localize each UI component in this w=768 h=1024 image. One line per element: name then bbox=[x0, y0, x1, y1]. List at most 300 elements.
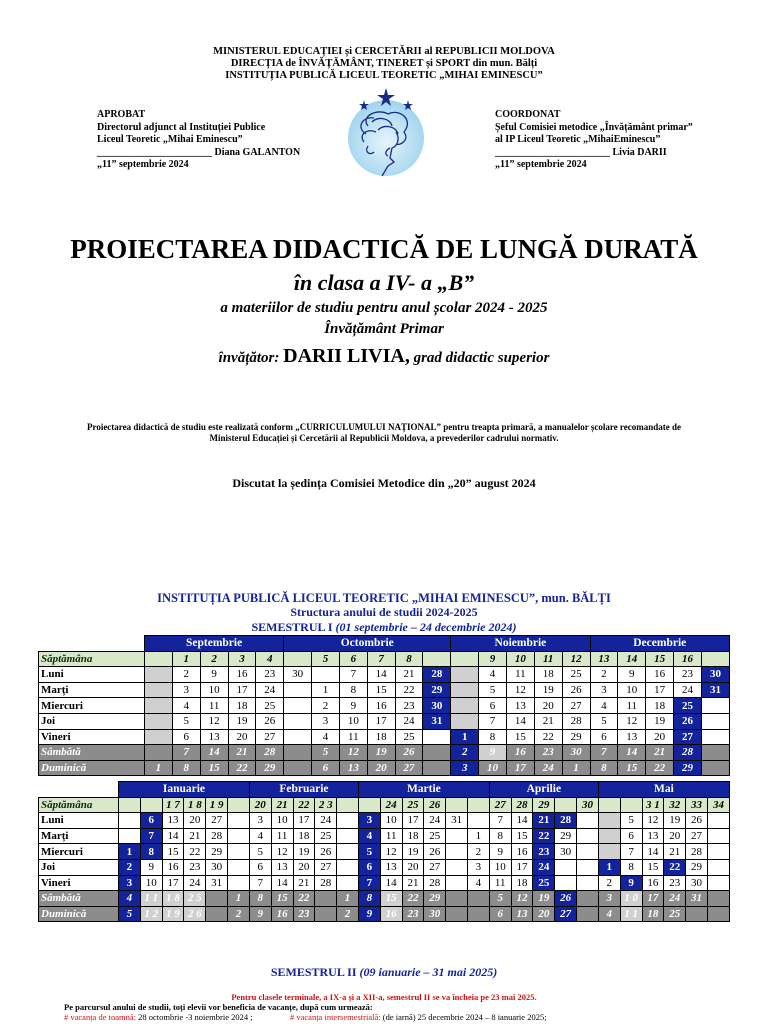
calendar-cell bbox=[468, 906, 490, 922]
calendar-cell bbox=[707, 859, 729, 875]
calendar-cell: 6 bbox=[479, 698, 507, 714]
row-label: Luni bbox=[39, 813, 119, 829]
calendar-cell: 31 bbox=[701, 682, 729, 698]
calendar-row bbox=[39, 745, 730, 761]
calendar-cell: 31 bbox=[686, 891, 708, 907]
calendar-cell: 16 bbox=[228, 667, 256, 683]
approved-title: APROBAT bbox=[97, 109, 146, 120]
month-header: Decembrie bbox=[590, 636, 730, 652]
coordinated-date: „11” septembrie 2024 bbox=[495, 159, 587, 170]
coordinated-title: COORDONAT bbox=[495, 109, 561, 120]
calendar-cell: 13 bbox=[200, 729, 228, 745]
calendar-cell: 13 bbox=[506, 698, 534, 714]
calendar-cell: 1 bbox=[451, 729, 479, 745]
calendar-cell: 18 bbox=[402, 828, 424, 844]
calendar-cell: 11 bbox=[380, 828, 402, 844]
month-header: Februarie bbox=[249, 782, 358, 798]
calendar-cell: 31 bbox=[446, 813, 468, 829]
row-label: Marți bbox=[39, 828, 119, 844]
row-label: Duminică bbox=[39, 760, 145, 776]
calendar-cell: 17 bbox=[642, 891, 664, 907]
calendar-cell: 1 2 bbox=[140, 906, 162, 922]
calendar-cell: 10 bbox=[339, 713, 367, 729]
calendar-cell: 28 bbox=[562, 713, 590, 729]
calendar-cell: 14 bbox=[642, 844, 664, 860]
calendar-cell bbox=[707, 906, 729, 922]
calendar-row bbox=[39, 729, 730, 745]
calendar-cell: 29 bbox=[206, 844, 228, 860]
calendar-cell bbox=[555, 797, 577, 813]
calendar-cell: 5 bbox=[479, 682, 507, 698]
calendar-cell: 3 bbox=[119, 875, 141, 891]
calendar-cell bbox=[145, 682, 173, 698]
calendar-cell: 20 bbox=[367, 760, 395, 776]
calendar-cell: 2 bbox=[228, 906, 250, 922]
calendar-cell: 23 bbox=[293, 906, 315, 922]
semester-2-label: SEMESTRUL II bbox=[270, 965, 357, 979]
calendar-cell: 8 bbox=[249, 891, 271, 907]
calendar-cell: 11 bbox=[200, 698, 228, 714]
calendar-cell: 24 bbox=[315, 813, 337, 829]
calendar-cell: 30 bbox=[284, 667, 312, 683]
calendar-cell bbox=[206, 891, 228, 907]
calendar-cell: 23 bbox=[184, 859, 206, 875]
calendar-cell: 15 bbox=[271, 891, 293, 907]
calendar-cell bbox=[468, 797, 490, 813]
calendar-cell: 16 bbox=[674, 651, 702, 667]
calendar-cell: 24 bbox=[380, 797, 402, 813]
calendar-cell bbox=[451, 713, 479, 729]
calendar-cell: 33 bbox=[686, 797, 708, 813]
coordinated-line-2: al IP Liceul Teoretic „MihaiEminescu” bbox=[495, 134, 661, 145]
calendar-cell: 25 bbox=[315, 828, 337, 844]
calendar-cell: 27 bbox=[489, 797, 511, 813]
calendar-row bbox=[39, 667, 730, 683]
calendar-cell: 21 bbox=[293, 875, 315, 891]
calendar-row bbox=[39, 698, 730, 714]
calendar-cell: 25 bbox=[256, 698, 284, 714]
calendar-cell: 16 bbox=[642, 875, 664, 891]
vacation-winter bbox=[290, 1012, 547, 1022]
calendar-cell: 13 bbox=[590, 651, 618, 667]
calendar-cell: 17 bbox=[402, 813, 424, 829]
school-year-subtitle: a materiilor de studiu pentru anul școlar 2024 - 2025 bbox=[220, 300, 548, 316]
calendar-cell bbox=[284, 745, 312, 761]
calendar-cell: 23 bbox=[533, 844, 555, 860]
row-label: Marți bbox=[39, 682, 145, 698]
calendar-cell: 8 bbox=[590, 760, 618, 776]
calendar-cell: 26 bbox=[315, 844, 337, 860]
calendar-cell: 20 bbox=[534, 698, 562, 714]
calendar-cell bbox=[284, 698, 312, 714]
calendar-cell: 17 bbox=[511, 859, 533, 875]
calendar-cell: 8 bbox=[479, 729, 507, 745]
calendar-cell: 27 bbox=[674, 729, 702, 745]
calendar-cell: 3 bbox=[172, 682, 200, 698]
teacher-grade: grad didactic superior bbox=[413, 350, 550, 366]
row-label: Vineri bbox=[39, 875, 119, 891]
calendar-cell: 29 bbox=[562, 729, 590, 745]
calendar-cell: 30 bbox=[423, 698, 451, 714]
calendar-cell: 30 bbox=[701, 667, 729, 683]
calendar-cell bbox=[358, 797, 380, 813]
calendar-cell: 22 bbox=[402, 891, 424, 907]
calendar-cell: 19 bbox=[402, 844, 424, 860]
calendar-cell: 4 bbox=[249, 828, 271, 844]
calendar-cell: 17 bbox=[293, 813, 315, 829]
row-label: Luni bbox=[39, 667, 145, 683]
month-header: Mai bbox=[598, 782, 729, 798]
calendar-cell: 22 bbox=[184, 844, 206, 860]
calendar-cell: 2 bbox=[337, 906, 359, 922]
calendar-cell bbox=[119, 813, 141, 829]
calendar-cell: 19 bbox=[646, 713, 674, 729]
calendar-cell: 24 bbox=[424, 813, 446, 829]
calendar-cell bbox=[315, 891, 337, 907]
calendar-cell: 23 bbox=[395, 698, 423, 714]
calendar-cell: 20 bbox=[533, 906, 555, 922]
calendar-cell: 14 bbox=[618, 651, 646, 667]
calendar-cell: 7 bbox=[172, 745, 200, 761]
calendar-cell: 17 bbox=[506, 760, 534, 776]
calendar-cell: 19 bbox=[534, 682, 562, 698]
ministry-header bbox=[0, 46, 768, 82]
semester-2-dates: (09 ianuarie – 31 mai 2025) bbox=[359, 965, 498, 979]
calendar-cell: 25 bbox=[533, 875, 555, 891]
month-header: Aprilie bbox=[489, 782, 598, 798]
terminal-classes-note: Pentru clasele terminale, a IX-a și a XII-a, semestrul II se va încheia pe 23 mai 2025. bbox=[231, 992, 537, 1002]
calendar-row bbox=[39, 813, 730, 829]
calendar-cell: 8 bbox=[339, 682, 367, 698]
calendar-cell bbox=[451, 682, 479, 698]
calendar-cell: 4 bbox=[590, 698, 618, 714]
calendar-cell: 7 bbox=[479, 713, 507, 729]
calendar-cell: 4 bbox=[598, 906, 620, 922]
calendar-cell: 19 bbox=[367, 745, 395, 761]
calendar-cell: 14 bbox=[367, 667, 395, 683]
calendar-cell: 16 bbox=[646, 667, 674, 683]
teacher-label: învățător: bbox=[218, 350, 280, 366]
calendar-cell: 8 bbox=[172, 760, 200, 776]
calendar-cell: 14 bbox=[162, 828, 184, 844]
calendar-cell: 15 bbox=[618, 760, 646, 776]
calendar-cell: 18 bbox=[511, 875, 533, 891]
row-label: Săptămâna bbox=[39, 651, 145, 667]
calendar-cell: 16 bbox=[367, 698, 395, 714]
calendar-cell: 6 bbox=[312, 760, 340, 776]
calendar-cell bbox=[446, 844, 468, 860]
calendar-cell bbox=[145, 729, 173, 745]
calendar-cell: 15 bbox=[367, 682, 395, 698]
calendar-cell bbox=[577, 828, 599, 844]
calendar-cell: 28 bbox=[256, 745, 284, 761]
school-logo bbox=[338, 86, 434, 182]
coordinated-block bbox=[495, 109, 693, 172]
calendar-cell: 7 bbox=[339, 667, 367, 683]
calendar-cell: 1 bbox=[468, 828, 490, 844]
calendar-cell: 6 bbox=[140, 813, 162, 829]
calendar-cell: 3 bbox=[358, 813, 380, 829]
calendar-cell: 14 bbox=[200, 745, 228, 761]
calendar-cell: 15 bbox=[380, 891, 402, 907]
calendar-cell bbox=[701, 698, 729, 714]
calendar-cell: 3 bbox=[451, 760, 479, 776]
calendar-cell: 3 bbox=[228, 651, 256, 667]
calendar-cell: 27 bbox=[206, 813, 228, 829]
calendar-cell: 18 bbox=[642, 906, 664, 922]
calendar-cell: 26 bbox=[674, 713, 702, 729]
calendar-cell: 3 bbox=[598, 891, 620, 907]
semester-1-label: SEMESTRUL I bbox=[251, 620, 333, 634]
calendar-row bbox=[39, 891, 730, 907]
calendar-cell: 16 bbox=[511, 844, 533, 860]
vacation-winter-dates: (de iarnă) 25 decembrie 2024 – 8 ianuarie 2025; bbox=[382, 1012, 547, 1022]
calendar-cell: 11 bbox=[506, 667, 534, 683]
calendar-cell bbox=[337, 844, 359, 860]
calendar-cell bbox=[337, 813, 359, 829]
calendar-cell: 5 bbox=[312, 745, 340, 761]
calendar-cell bbox=[577, 906, 599, 922]
calendar-cell bbox=[423, 760, 451, 776]
calendar-cell: 5 bbox=[620, 813, 642, 829]
calendar-cell: 24 bbox=[395, 713, 423, 729]
calendar-cell: 11 bbox=[534, 651, 562, 667]
calendar-cell: 23 bbox=[664, 875, 686, 891]
calendar-cell: 22 bbox=[534, 729, 562, 745]
calendar-cell: 28 bbox=[674, 745, 702, 761]
calendar-cell: 10 bbox=[271, 813, 293, 829]
calendar-cell bbox=[145, 651, 173, 667]
calendar-row bbox=[39, 906, 730, 922]
calendar-cell bbox=[446, 906, 468, 922]
calendar-cell: 9 bbox=[358, 906, 380, 922]
calendar-cell: 25 bbox=[402, 797, 424, 813]
calendar-cell bbox=[315, 906, 337, 922]
calendar-cell: 10 bbox=[479, 760, 507, 776]
calendar-cell: 10 bbox=[140, 875, 162, 891]
calendar-cell: 3 bbox=[590, 682, 618, 698]
curriculum-note-line-1: Proiectarea didactică de studiu este realizată conform „CURRICULUMULUI NAȚIONAL” pentru treapta primară, a manualelor școlare recomandate de bbox=[86, 422, 681, 432]
calendar-cell: 29 bbox=[423, 682, 451, 698]
vacation-autumn-dates: 28 octombrie -3 noiembrie 2024 ; bbox=[138, 1012, 253, 1022]
calendar-cell: 14 bbox=[618, 745, 646, 761]
calendar-cell: 1 9 bbox=[206, 797, 228, 813]
calendar-cell: 1 bbox=[598, 859, 620, 875]
calendar-row bbox=[39, 844, 730, 860]
calendar-cell: 21 bbox=[395, 667, 423, 683]
calendar-cell: 27 bbox=[256, 729, 284, 745]
calendar-cell: 5 bbox=[489, 891, 511, 907]
calendar-cell bbox=[284, 729, 312, 745]
calendar-cell: 28 bbox=[423, 667, 451, 683]
calendar-cell: 24 bbox=[664, 891, 686, 907]
calendar-cell: 21 bbox=[228, 745, 256, 761]
coordinated-signature-line: _______________________ Livia DARII bbox=[495, 146, 667, 158]
calendar-cell: 21 bbox=[646, 745, 674, 761]
calendar-cell: 26 bbox=[256, 713, 284, 729]
calendar-cell bbox=[577, 813, 599, 829]
calendar-cell bbox=[284, 682, 312, 698]
calendar-cell: 27 bbox=[315, 859, 337, 875]
calendar-cell: 2 bbox=[598, 875, 620, 891]
row-label: Joi bbox=[39, 713, 145, 729]
calendar-cell: 28 bbox=[315, 875, 337, 891]
row-label: Sâmbătă bbox=[39, 745, 145, 761]
month-header-spacer bbox=[39, 782, 119, 798]
calendar-cell: 22 bbox=[293, 891, 315, 907]
calendar-cell: 29 bbox=[533, 797, 555, 813]
calendar-cell bbox=[555, 875, 577, 891]
calendar-cell bbox=[145, 745, 173, 761]
calendar-cell bbox=[119, 828, 141, 844]
calendar-cell: 12 bbox=[200, 713, 228, 729]
calendar-cell: 15 bbox=[511, 828, 533, 844]
semester-2-heading bbox=[0, 965, 768, 980]
calendar-cell: 5 bbox=[249, 844, 271, 860]
calendar-cell: 15 bbox=[162, 844, 184, 860]
calendar-cell: 31 bbox=[423, 713, 451, 729]
calendar-cell: 18 bbox=[293, 828, 315, 844]
calendar-cell: 27 bbox=[562, 698, 590, 714]
calendar-cell bbox=[337, 859, 359, 875]
calendar-cell: 18 bbox=[367, 729, 395, 745]
calendar-cell: 4 bbox=[256, 651, 284, 667]
calendar-cell: 7 bbox=[590, 745, 618, 761]
row-label: Miercuri bbox=[39, 844, 119, 860]
calendar-cell: 26 bbox=[424, 844, 446, 860]
calendar-cell: 1 bbox=[145, 760, 173, 776]
calendar-cell bbox=[284, 651, 312, 667]
calendar-cell: 8 bbox=[395, 651, 423, 667]
calendar-cell: 13 bbox=[339, 760, 367, 776]
calendar-cell: 5 bbox=[312, 651, 340, 667]
calendar-cell: 15 bbox=[642, 859, 664, 875]
calendar-cell: 12 bbox=[380, 844, 402, 860]
calendar-cell: 9 bbox=[249, 906, 271, 922]
semester-2-calendar bbox=[38, 781, 730, 922]
header-line-ministry: MINISTERUL EDUCAȚIEI și CERCETĂRII al REPUBLICII MOLDOVA bbox=[213, 46, 555, 57]
calendar-cell: 1 bbox=[312, 682, 340, 698]
calendar-cell: 1 bbox=[228, 891, 250, 907]
calendar-cell bbox=[701, 745, 729, 761]
calendar-cell: 6 bbox=[172, 729, 200, 745]
calendar-cell: 7 bbox=[358, 875, 380, 891]
calendar-cell: 28 bbox=[206, 828, 228, 844]
calendar-cell: 12 bbox=[562, 651, 590, 667]
calendar-cell: 23 bbox=[534, 745, 562, 761]
calendar-cell: 6 bbox=[590, 729, 618, 745]
calendar-cell: 16 bbox=[162, 859, 184, 875]
calendar-cell: 28 bbox=[424, 875, 446, 891]
month-header-spacer bbox=[39, 636, 145, 652]
calendar-cell bbox=[707, 828, 729, 844]
calendar-cell: 6 bbox=[358, 859, 380, 875]
calendar-cell: 15 bbox=[200, 760, 228, 776]
calendar-cell: 24 bbox=[534, 760, 562, 776]
calendar-cell: 14 bbox=[271, 875, 293, 891]
calendar-cell: 31 bbox=[206, 875, 228, 891]
header-line-directorate: DIRECȚIA de ÎNVĂȚĂMÂNT, TINERET și SPORT din mun. Bălți bbox=[230, 58, 538, 69]
calendar-cell: 1 8 bbox=[184, 797, 206, 813]
calendar-row bbox=[39, 713, 730, 729]
calendar-cell: 16 bbox=[506, 745, 534, 761]
calendar-cell bbox=[228, 813, 250, 829]
calendar-cell: 25 bbox=[424, 828, 446, 844]
teacher-name: DARII LIVIA, bbox=[283, 345, 410, 367]
calendar-cell bbox=[451, 651, 479, 667]
calendar-cell: 4 bbox=[468, 875, 490, 891]
calendar-cell: 4 bbox=[119, 891, 141, 907]
calendar-cell: 29 bbox=[424, 891, 446, 907]
calendar-cell: 18 bbox=[646, 698, 674, 714]
calendar-cell: 21 bbox=[664, 844, 686, 860]
row-label: Sâmbătă bbox=[39, 891, 119, 907]
calendar-cell: 14 bbox=[506, 713, 534, 729]
calendar-cell: 12 bbox=[618, 713, 646, 729]
calendar-cell: 21 bbox=[402, 875, 424, 891]
semester-1-calendar bbox=[38, 635, 730, 776]
calendar-cell: 25 bbox=[395, 729, 423, 745]
calendar-cell: 12 bbox=[642, 813, 664, 829]
calendar-cell: 3 bbox=[468, 859, 490, 875]
calendar-cell bbox=[451, 667, 479, 683]
calendar-row bbox=[39, 651, 730, 667]
semester-1-heading bbox=[0, 620, 768, 635]
calendar-cell: 1 bbox=[172, 651, 200, 667]
calendar-row bbox=[39, 875, 730, 891]
vacations-intro: Pe parcursul anului de studii, toți elevii vor beneficia de vacanțe, după cum urmează: bbox=[64, 1002, 373, 1012]
calendar-cell: 26 bbox=[424, 797, 446, 813]
calendar-cell: 9 bbox=[479, 745, 507, 761]
calendar-cell bbox=[228, 875, 250, 891]
calendar-cell: 23 bbox=[256, 667, 284, 683]
calendar-cell: 22 bbox=[664, 859, 686, 875]
calendar-cell: 1 1 bbox=[140, 891, 162, 907]
discussion-note: Discutat la ședința Comisiei Metodice din „20” august 2024 bbox=[232, 476, 536, 490]
calendar-cell bbox=[119, 797, 141, 813]
month-header: Septembrie bbox=[145, 636, 284, 652]
calendar-cell: 7 bbox=[367, 651, 395, 667]
calendar-cell: 12 bbox=[339, 745, 367, 761]
calendar-cell bbox=[145, 713, 173, 729]
calendar-cell: 29 bbox=[686, 859, 708, 875]
calendar-cell: 11 bbox=[271, 828, 293, 844]
calendar-cell bbox=[312, 667, 340, 683]
calendar-cell: 15 bbox=[646, 651, 674, 667]
calendar-cell bbox=[337, 797, 359, 813]
calendar-cell: 20 bbox=[664, 828, 686, 844]
approved-block bbox=[97, 109, 300, 172]
calendar-cell: 21 bbox=[184, 828, 206, 844]
calendar-cell: 22 bbox=[646, 760, 674, 776]
calendar-cell: 2 6 bbox=[184, 906, 206, 922]
calendar-cell: 8 bbox=[358, 891, 380, 907]
month-header-row bbox=[39, 782, 730, 798]
calendar-cell: 13 bbox=[618, 729, 646, 745]
calendar-cell bbox=[446, 859, 468, 875]
calendar-cell: 13 bbox=[380, 859, 402, 875]
calendar-cell bbox=[228, 859, 250, 875]
calendar-cell: 9 bbox=[489, 844, 511, 860]
calendar-cell bbox=[228, 844, 250, 860]
calendar-cell: 10 bbox=[506, 651, 534, 667]
calendar-cell bbox=[337, 875, 359, 891]
calendar-cell: 26 bbox=[555, 891, 577, 907]
calendar-cell: 13 bbox=[511, 906, 533, 922]
calendar-cell: 19 bbox=[664, 813, 686, 829]
calendar-cell: 16 bbox=[380, 906, 402, 922]
calendar-cell: 10 bbox=[380, 813, 402, 829]
